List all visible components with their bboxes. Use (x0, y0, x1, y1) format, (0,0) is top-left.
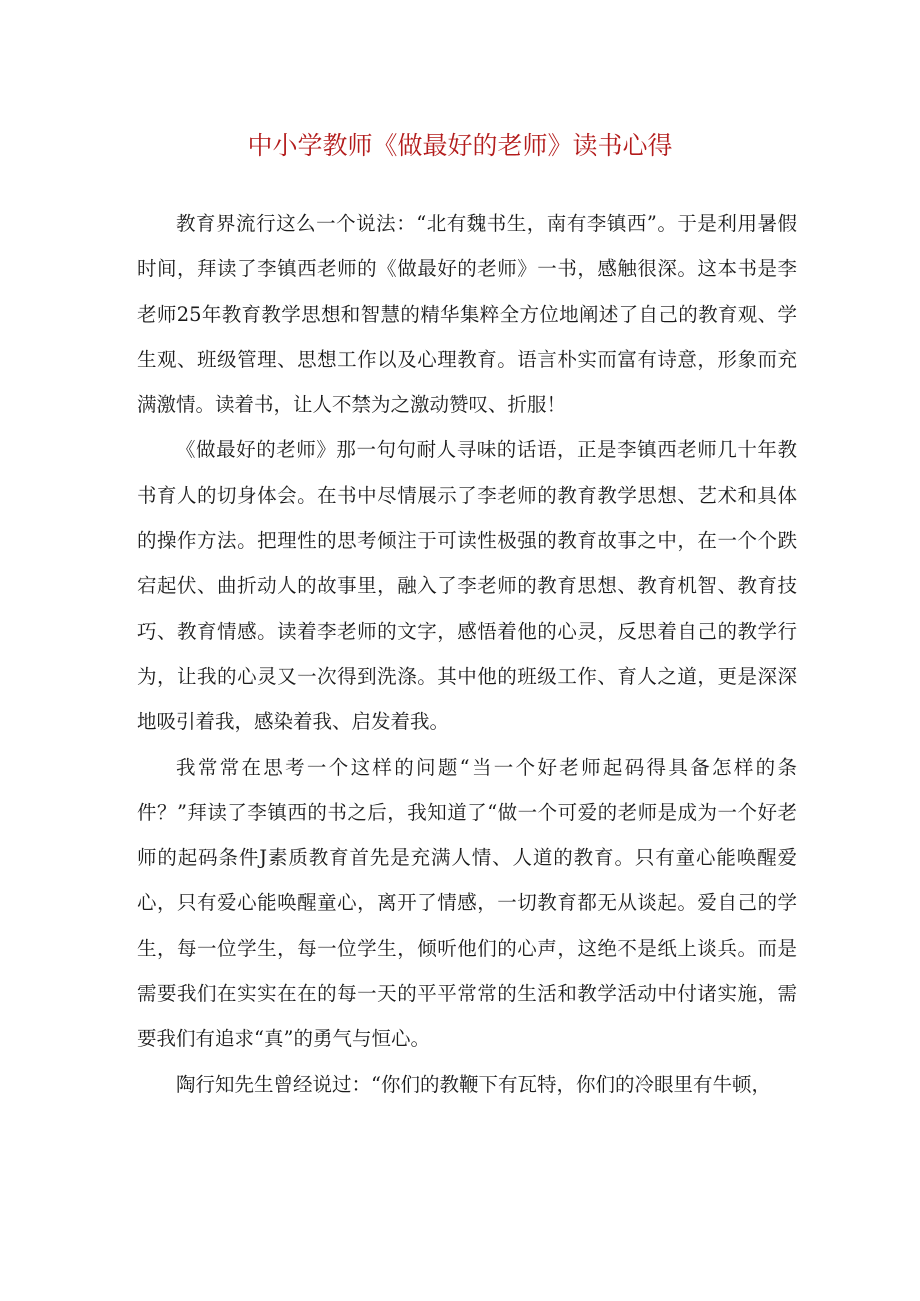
document-body (137, 201, 797, 1107)
paragraph-4: 陶行知先生曾经说过：“你们的教鞭下有瓦特，你们的冷眼里有牛顿， (176, 1072, 771, 1096)
paragraph-3: 我常常在思考一个这样的问题“当一个好老师起码得具备怎样的条件？”拜读了李镇西的书之后，我知道了“做一个可爱的老师是成为一个好老师的起码条件J素质教育首先是充满人情、人道的教育。只有童心能唤醒爱心，只有爱心能唤醒童心，离开了情感，一切教育都无从谈起。爱自己的学生，每一位学生，每一位学生，倾听他们的心声，这绝不是纸上谈兵。而是需要我们在实实在在的每一天的平平常常的生活和教学活动中付诸实施，需要我们有追求“真”的勇气与恒心。 (137, 755, 797, 1051)
document-title: 中小学教师《做最好的老师》读书心得 (247, 131, 673, 160)
paragraph-1: 教育界流行这么一个说法：“北有魏书生，南有李镇西”。于是利用暑假时间，拜读了李镇西老师的《做最好的老师》一书，感触很深。这本书是李老师25年教育教学思想和智慧的精华集粹全方位地阐述了自己的教育观、学生观、班级管理、思想工作以及心理教育。语言朴实而富有诗意，形象而充满激情。读着书，让人不禁为之激动赞叹、折服！ (137, 212, 797, 417)
paragraph-2: 《做最好的老师》那一句句耐人寻味的话语，正是李镇西老师几十年教书育人的切身体会。在书中尽情展示了李老师的教育教学思想、艺术和具体的操作方法。把理性的思考倾注于可读性极强的教育故事之中，在一个个跌宕起伏、曲折动人的故事里，融入了李老师的教育思想、教育机智、教育技巧、教育情感。读着李老师的文字，感悟着他的心灵，反思着自己的教学行为，让我的心灵又一次得到洗涤。其中他的班级工作、育人之道，更是深深地吸引着我，感染着我、启发着我。 (137, 438, 797, 734)
